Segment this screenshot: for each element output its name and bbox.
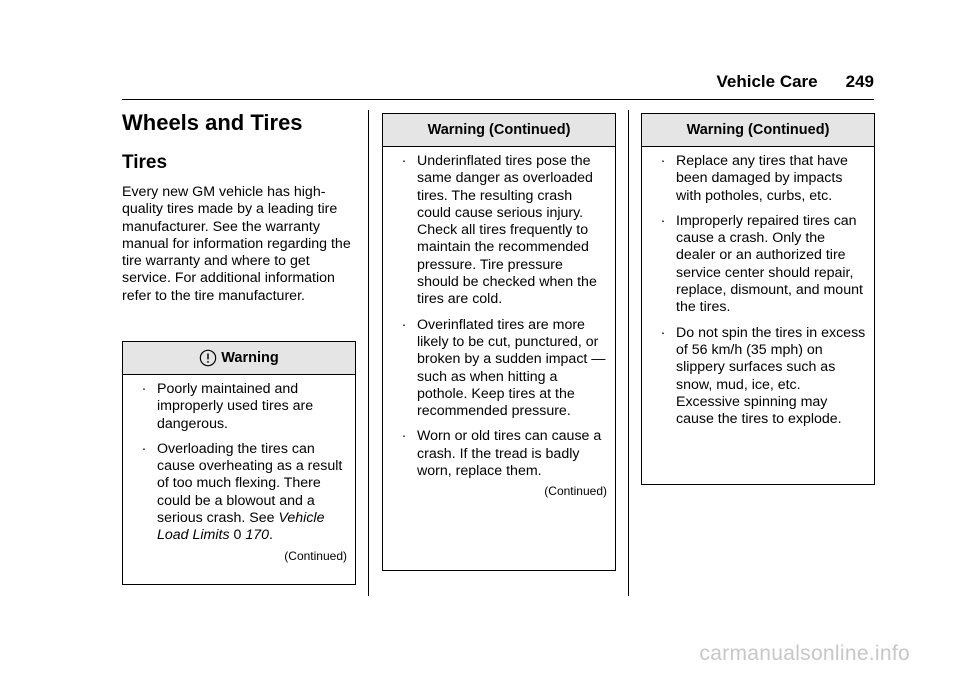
warning-header <box>383 114 615 147</box>
bullet-symbol: · <box>401 153 407 169</box>
bullet-symbol: · <box>660 324 666 341</box>
page-header <box>717 72 875 92</box>
list-item <box>650 325 866 429</box>
column-1 <box>122 108 354 305</box>
bullet-text: Improperly repaired tires can cause a crash. Only the dealer or an authorized tire service center should repair, replace, dismount, and mount the tires. <box>676 212 863 316</box>
bullet-text: Do not spin the tires in excess of 56 km/h (35 mph) on slippery surfaces such as snow, mud, ice, etc. Excessive spinning may cause the tires to explode. <box>676 324 866 428</box>
warning-body <box>123 375 355 567</box>
bullet-text: Overinflated tires are more likely to be cut, punctured, or broken by a sudden impact — such as when hitting a pothole. Keep tires at the recommended pressure. <box>417 316 606 420</box>
warning-title: Warning (Continued) <box>686 122 830 138</box>
warning-box-3 <box>641 113 875 485</box>
bullet-symbol: · <box>660 153 666 169</box>
page-ref-symbol: 0 <box>233 527 242 544</box>
column-divider-left <box>368 110 369 596</box>
list-item <box>391 428 607 480</box>
list-item <box>650 153 866 205</box>
intro-paragraph: Every new GM vehicle has high-quality tires made by a leading tire manufacturer. See the warranty manual for information regarding the tire warranty and where to get service. For additional information refer to the tire manufacturer. <box>122 184 351 304</box>
warning-header <box>642 114 874 147</box>
bullet-text: Poorly maintained and improperly used tires are dangerous. <box>157 381 314 432</box>
warning-box-2 <box>382 113 616 571</box>
bullet-symbol: · <box>660 212 666 229</box>
list-item <box>131 441 347 545</box>
watermark: carmanualsonline.info <box>699 642 910 665</box>
list-item <box>391 153 607 309</box>
continued-label: (Continued) <box>544 484 607 499</box>
section-title: Vehicle Care <box>716 72 818 91</box>
bullet-symbol: · <box>401 428 407 445</box>
bullet-text: Worn or old tires can cause a crash. If the tread is badly worn, replace them. <box>417 428 602 480</box>
bullet-text <box>157 441 347 545</box>
column-divider-right <box>628 110 629 596</box>
warning-title: Warning <box>221 350 279 366</box>
warning-box-1 <box>122 341 356 585</box>
warning-header <box>123 342 355 375</box>
list-item <box>650 213 866 317</box>
bullet-symbol: · <box>401 316 407 333</box>
section-heading: Tires <box>122 152 168 173</box>
warning-body <box>642 147 874 440</box>
warning-icon <box>199 349 217 367</box>
bullet-text: Replace any tires that have been damaged by impacts with potholes, curbs, etc. <box>676 153 848 204</box>
bullet-text-main: Overloading the tires can cause overheating as a result of too much flexing. There could be a blowout and a serious crash. See <box>157 440 343 527</box>
bullet-symbol: · <box>141 381 147 397</box>
list-item <box>391 317 607 421</box>
warning-body <box>383 147 615 502</box>
warning-title: Warning (Continued) <box>427 122 571 138</box>
header-rule <box>122 99 874 100</box>
cross-reference-page[interactable]: 170 <box>245 527 270 544</box>
bullet-symbol: · <box>141 440 147 457</box>
bullet-text: Underinflated tires pose the same danger as overloaded tires. The resulting crash could cause serious injury. Check all tires frequently to maintain the recommended pressure. Tire pressure should be checked when the tires are cold. <box>417 153 597 308</box>
sentence-end: . <box>269 527 273 544</box>
list-item <box>131 381 347 433</box>
page-number: 249 <box>845 72 874 91</box>
continued-label: (Continued) <box>284 548 347 563</box>
cross-reference-link[interactable]: Vehicle Load Limits <box>157 510 325 544</box>
page-title: Wheels and Tires <box>122 110 303 135</box>
